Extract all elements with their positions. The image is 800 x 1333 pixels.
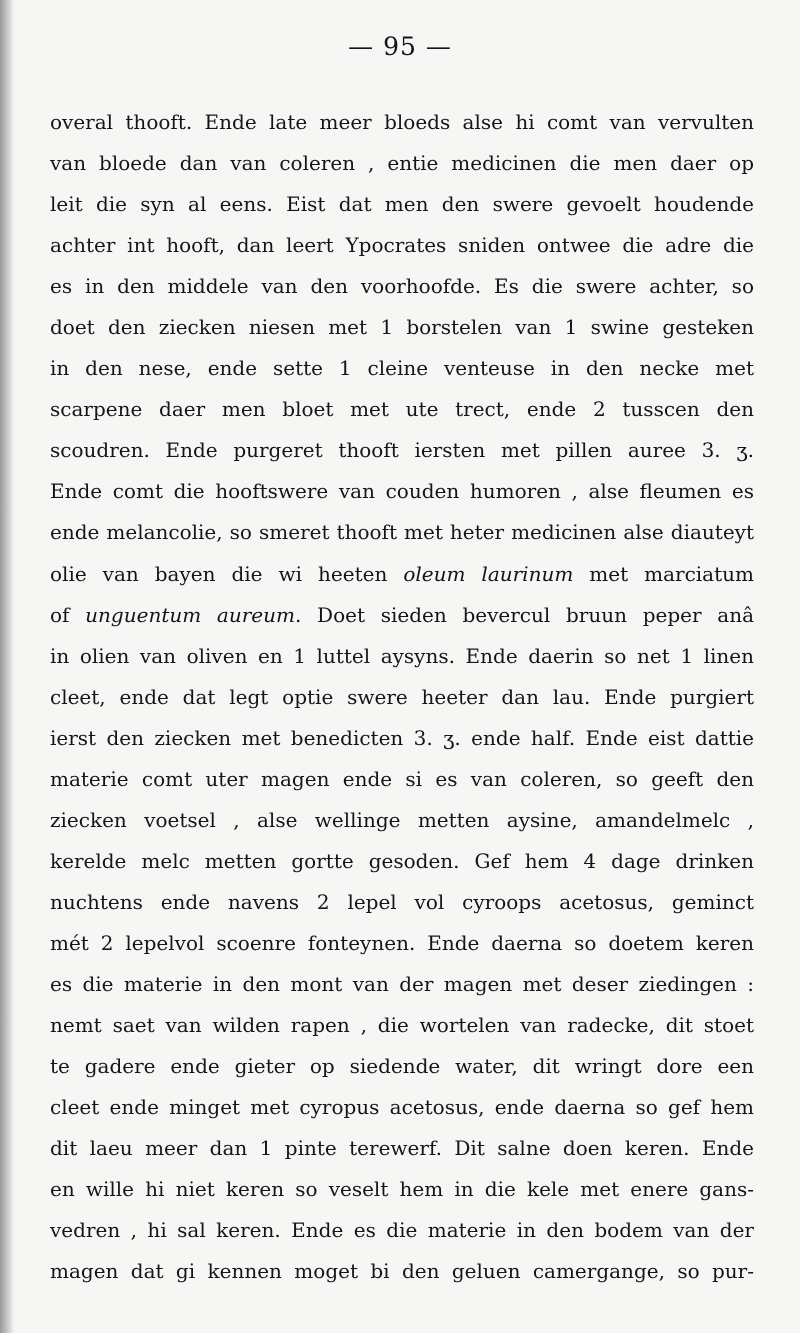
text-line	[50, 1046, 754, 1087]
text-line	[50, 1210, 754, 1251]
text-segment: met marciatum	[573, 561, 754, 586]
text-line	[50, 595, 754, 636]
text-line	[50, 554, 754, 595]
text-line	[50, 677, 754, 718]
text-line	[50, 964, 754, 1005]
text-line	[50, 636, 754, 677]
text-line	[50, 184, 754, 225]
text-segment: ziecken voetsel , alse wellinge metten aysine, amandelmelc ,	[50, 807, 754, 832]
text-line	[50, 266, 754, 307]
page-number: — 95 —	[348, 32, 452, 61]
text-segment: mét 2 lepelvol scoenre fonteynen. Ende daerna so doetem keren	[50, 930, 754, 955]
text-line	[50, 1128, 754, 1169]
text-line	[50, 800, 754, 841]
text-line	[50, 1169, 754, 1210]
text-segment: of	[50, 602, 86, 627]
text-segment: nemt saet van wilden rapen , die wortelen van radecke, dit stoet	[50, 1013, 754, 1038]
text-line	[50, 102, 754, 143]
text-segment: es die materie in den mont van der magen met deser ziedingen :	[50, 971, 754, 996]
text-segment: en wille hi niet keren so veselt hem in die kele met enere gans-	[50, 1177, 754, 1202]
text-line	[50, 143, 754, 184]
text-segment: magen dat gi kennen moget bi den geluen camergange, so pur-	[50, 1259, 754, 1284]
text-segment: materie comt uter magen ende si es van coleren, so geeft den	[50, 766, 754, 791]
text-segment: leit die syn al eens. Eist dat men den swere gevoelt houdende	[50, 192, 754, 217]
text-segment: cleet ende minget met cyropus acetosus, ende daerna so gef hem	[50, 1095, 754, 1120]
text-segment: overal thooft. Ende late meer bloeds alse hi comt van vervulten	[50, 110, 754, 134]
text-line	[50, 512, 754, 553]
body-text	[50, 102, 754, 1292]
text-segment: scoudren. Ende purgeret thooft iersten met pillen auree 3. ʒ.	[50, 438, 754, 463]
italic-phrase: unguentum aureum	[85, 602, 295, 627]
text-line	[50, 718, 754, 759]
text-segment: te gadere ende gieter op siedende water, dit wringt dore een	[50, 1054, 754, 1079]
text-line	[50, 1087, 754, 1128]
text-segment: Ende comt die hooftswere van couden humoren , alse fleumen es	[50, 479, 754, 504]
text-segment: achter int hooft, dan leert Ypocrates sniden ontwee die adre die	[50, 233, 754, 258]
text-line	[50, 348, 754, 389]
text-segment: ierst den ziecken met benedicten 3. ʒ. ende half. Ende eist dattie	[50, 725, 754, 750]
text-segment: vedren , hi sal keren. Ende es die materie in den bodem van der	[50, 1218, 754, 1243]
text-line	[50, 389, 754, 430]
text-line	[50, 225, 754, 266]
text-segment: nuchtens ende navens 2 lepel vol cyroops acetosus, geminct	[50, 889, 754, 914]
text-line	[50, 923, 754, 964]
text-line	[50, 759, 754, 800]
text-segment: ende melancolie, so smeret thooft met heter medicinen alse diauteyt	[50, 520, 754, 545]
text-segment: van bloede dan van coleren , entie medicinen die men daer op	[50, 151, 754, 176]
text-line	[50, 1251, 754, 1292]
text-segment: scarpene daer men bloet met ute trect, ende 2 tusscen den	[50, 397, 754, 422]
text-line	[50, 882, 754, 923]
text-segment: . Doet sieden bevercul bruun peper anâ	[294, 602, 754, 627]
text-segment: doet den ziecken niesen met 1 borstelen van 1 swine gesteken	[50, 315, 754, 340]
text-segment: cleet, ende dat legt optie swere heeter dan lau. Ende purgiert	[50, 684, 754, 709]
text-segment: kerelde melc metten gortte gesoden. Gef hem 4 dage drinken	[50, 848, 754, 873]
text-segment: in olien van oliven en 1 luttel aysyns. Ende daerin so net 1 linen	[50, 643, 754, 668]
text-line	[50, 841, 754, 882]
italic-phrase: oleum laurinum	[403, 561, 574, 586]
text-segment: olie van bayen die wi heeten	[50, 561, 404, 586]
text-segment: in den nese, ende sette 1 cleine venteuse in den necke met	[50, 356, 754, 381]
text-segment: es in den middele van den voorhoofde. Es die swere achter, so	[50, 274, 754, 299]
text-line	[50, 471, 754, 512]
text-line	[50, 430, 754, 471]
text-line	[50, 1005, 754, 1046]
text-line	[50, 307, 754, 348]
page-gutter-shadow	[0, 0, 14, 1333]
text-segment: dit laeu meer dan 1 pinte terewerf. Dit salne doen keren. Ende	[50, 1136, 754, 1161]
